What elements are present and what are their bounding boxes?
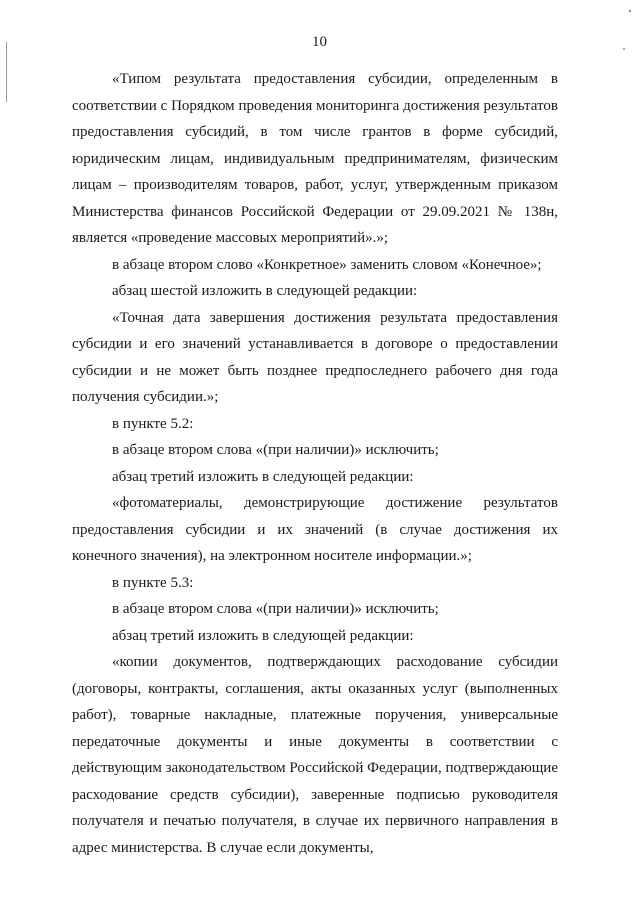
- paragraph-third-intro-2: абзац третий изложить в следующей редакции:: [112, 627, 414, 644]
- page-number: 10: [312, 34, 327, 50]
- paragraph-sixth-intro: абзац шестой изложить в следующей редакции:: [112, 283, 418, 299]
- paragraph-exact-date: «Точная дата завершения достижения результата предоставления субсидии и его значений устанавливается в договоре о предоставлении субсидии и не может быть позднее предпоследнего рабочего дня года получения субсидии.»;: [72, 309, 558, 405]
- paragraph-remove-words-1: в абзаце втором слова «(при наличии)» исключить;: [112, 442, 439, 458]
- document-body: [72, 66, 558, 861]
- paragraph-document-copies: «копии документов, подтверждающих расходование субсидии (договоры, контракты, соглашения, акты оказанных услуг (выполненных работ), товарные накладные, платежные поручения, универсальные передаточные документы и иные документы в соответствии с действующим законодательством Российской Федерации, подтверждающие расходование средств субсидии), заверенные подписью руководителя получателя и печатью получателя, в случае их первичного направления в адрес министерства. В случае если документы,: [72, 654, 558, 856]
- paragraph-clause-5-3: в пункте 5.3:: [112, 574, 194, 591]
- scan-edge-mark: [6, 42, 7, 102]
- paragraph-result-type: «Типом результата предоставления субсидии, определенным в соответствии с Порядком проведения мониторинга достижения результатов предоставления субсидий, в том числе грантов в форме субсидий, юридическим лицам, индивидуальным предпринимателям, физическим лицам – производителям товаров, работ, услуг, утвержденным приказом Министерства финансов Российской Федерации от 29.09.2021 № 138н, является «проведение массовых мероприятий».»;: [72, 71, 558, 246]
- paragraph-amend-word: в абзаце втором слово «Конкретное» заменить словом «Конечное»;: [112, 256, 542, 273]
- paragraph-photos: «фотоматериалы, демонстрирующие достижение результатов предоставления субсидии и их значений (в случае достижения их конечного значения), на электронном носителе информации.»;: [72, 495, 558, 564]
- scan-dot-mark: [629, 10, 631, 12]
- paragraph-remove-words-2: в абзаце втором слова «(при наличии)» исключить;: [112, 601, 439, 617]
- paragraph-third-intro-1: абзац третий изложить в следующей редакции:: [112, 468, 414, 485]
- paragraph-clause-5-2: в пункте 5.2:: [112, 415, 194, 432]
